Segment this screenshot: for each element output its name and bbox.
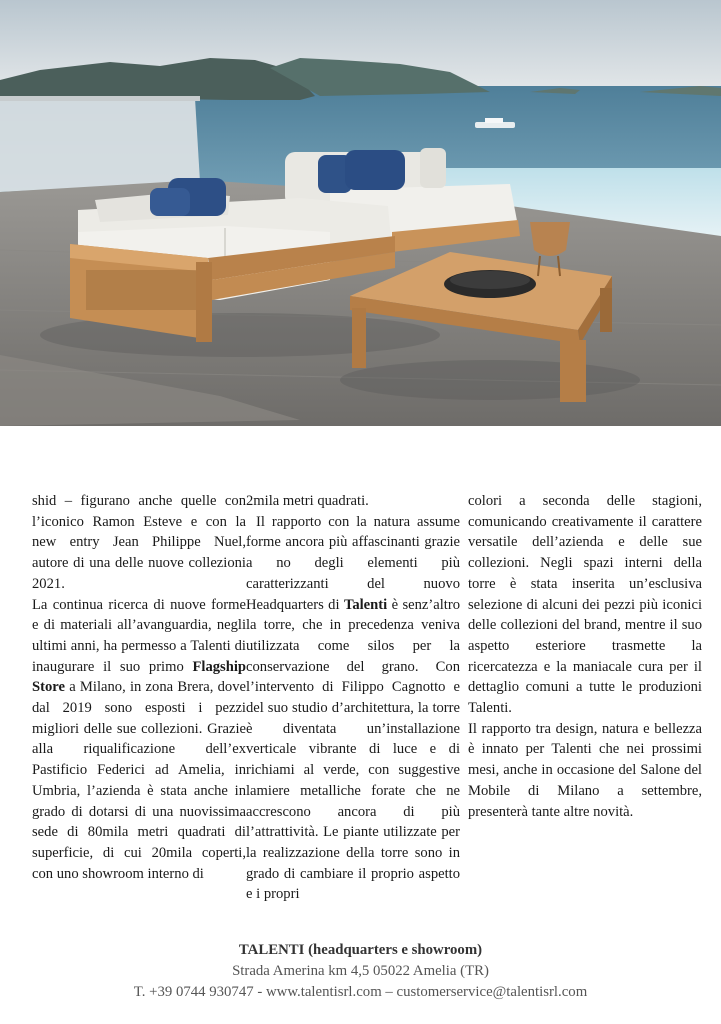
terrace-sofa-illustration (0, 0, 721, 426)
bold-term: Flagship Store (32, 658, 246, 696)
company-address: Strada Amerina km 4,5 05022 Amelia (TR) (232, 963, 489, 979)
company-contacts: T. +39 0744 930747 - www.talentisrl.com – customerservice@talentisrl.com (133, 984, 588, 1000)
paragraph: colori a seconda delle stagioni, comunicando creativamente il carattere versatile dell’azienda e delle sue collezioni. Negli spazi interni della torre è stata inserita un’esclusiva selezione di alcuni dei pezzi più iconici delle collezioni del brand, mentre il suo aspetto esteriore trasmette la ricercatezza e la maniacale cura per il dettaglio comuni a tutte le produzioni Talenti. (468, 493, 702, 717)
article-body (32, 491, 703, 903)
paragraph: Il rapporto tra design, natura e bellezza è innato per Talenti che nei prossimi mesi, anche in occasione del Salone del Mobile di Milano a settembre, presenterà tante altre novità. (468, 720, 702, 820)
column-1 (32, 491, 246, 884)
company-info (0, 940, 721, 1003)
column-3 (468, 491, 702, 822)
column-2 (246, 491, 460, 905)
paragraph: Il rapporto con la natura assume forme ancora più affascinanti grazie a no degli elementi più caratterizzanti del nuovo Headquarters di Talenti è senz’altro la torre, che in precedenza veniva utilizzata come silos per la conservazione del grano. Con l’intervento di Filippo Cagnotto e del suo studio d’architettura, la torre è diventata un’installazione verticale vibrante di luce e di richiami al verde, con suggestive lamiere metalliche forate che ne accrescono ancora di più l’attrattività. Le piante utilizzate per la realizzazione della torre sono in grado di cambiare il proprio aspetto e i propri (246, 513, 460, 903)
paragraph: shid – figurano anche quelle con l’iconico Ramon Esteve e con la new entry Jean Philippe Nuel, autore di una delle nuove collezioni 2021. (32, 493, 246, 592)
paragraph: 2mila metri quadrati. (246, 493, 369, 509)
wooden-vase (530, 222, 570, 256)
glass-balustrade (0, 98, 200, 192)
bold-term: Talenti (343, 596, 388, 613)
hero-photo (0, 0, 721, 426)
paragraph: La continua ricerca di nuove forme e di materiali all’avanguardia, negli ultimi anni, ha permesso a Talenti di inaugurare il suo primo Flagship Store a Milano, in zona Brera, dove dal 2019 sono esposti i pezzi migliori delle sue collezioni. Grazie alla riqualificazione dell’ex Pastificio Federici ad Amelia, in Umbria, l’azienda è stata anche in grado di dotarsi di una nuovissima sede di 80mila metri quadrati di superficie, di cui 20mila coperti, con uno showroom interno di (32, 596, 246, 882)
company-name: TALENTI (headquarters e showroom) (238, 942, 483, 958)
